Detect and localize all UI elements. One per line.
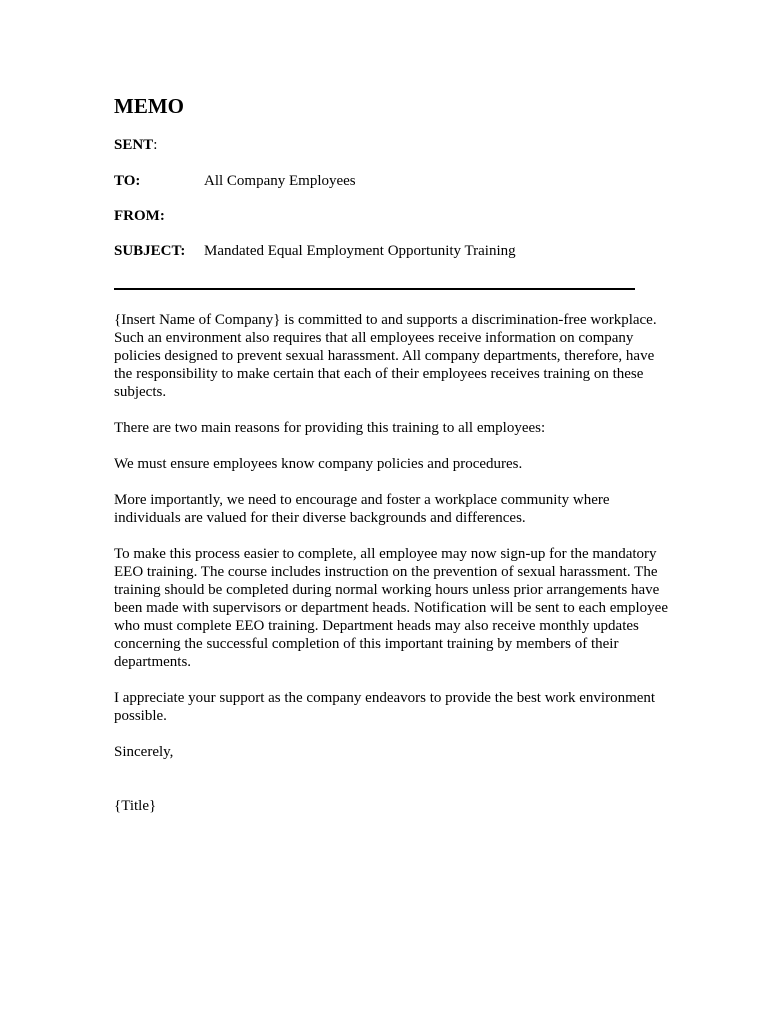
memo-body (114, 311, 674, 815)
to-label: TO: (114, 173, 141, 189)
to-value: All Company Employees (204, 173, 356, 189)
from-label: FROM: (114, 208, 165, 224)
signature-title: {Title} (114, 798, 157, 814)
sent-label: SENT (114, 137, 154, 153)
body-paragraph: {Insert Name of Company} is committed to and supports a discrimination-free workplace. Such an environment also requires that all employees receive information on company policies designed to prevent sexual harassment. All company departments, therefore, have the responsibility to make certain that each of their employees receives training on these subjects. (114, 312, 657, 400)
body-paragraph: I appreciate your support as the company endeavors to provide the best work environment possible. (114, 690, 656, 724)
body-paragraph: There are two main reasons for providing this training to all employees: (114, 420, 546, 436)
body-paragraph: More importantly, we need to encourage and foster a workplace community where individuals are valued for their diverse backgrounds and differences. (114, 492, 610, 526)
body-paragraph: To make this process easier to complete, all employee may now sign-up for the mandatory EEO training. The course includes instruction on the prevention of sexual harassment. The training should be completed during normal working hours unless prior arrangements have been made with supervisors or department heads. Notification will be sent to each employee who must complete EEO training. Department heads may also receive monthly updates concerning the successful completion of this important training by members of their departments. (114, 546, 668, 670)
subject-row (114, 242, 516, 260)
header-divider (114, 288, 635, 290)
memo-title: MEMO (114, 94, 184, 118)
subject-label: SUBJECT: (114, 243, 186, 259)
to-row (114, 172, 356, 190)
subject-value: Mandated Equal Employment Opportunity Training (204, 243, 516, 259)
body-paragraph: We must ensure employees know company policies and procedures. (114, 456, 523, 472)
from-row (114, 207, 204, 225)
sent-row (114, 136, 157, 154)
signoff: Sincerely, (114, 744, 174, 760)
sent-colon: : (153, 137, 158, 153)
